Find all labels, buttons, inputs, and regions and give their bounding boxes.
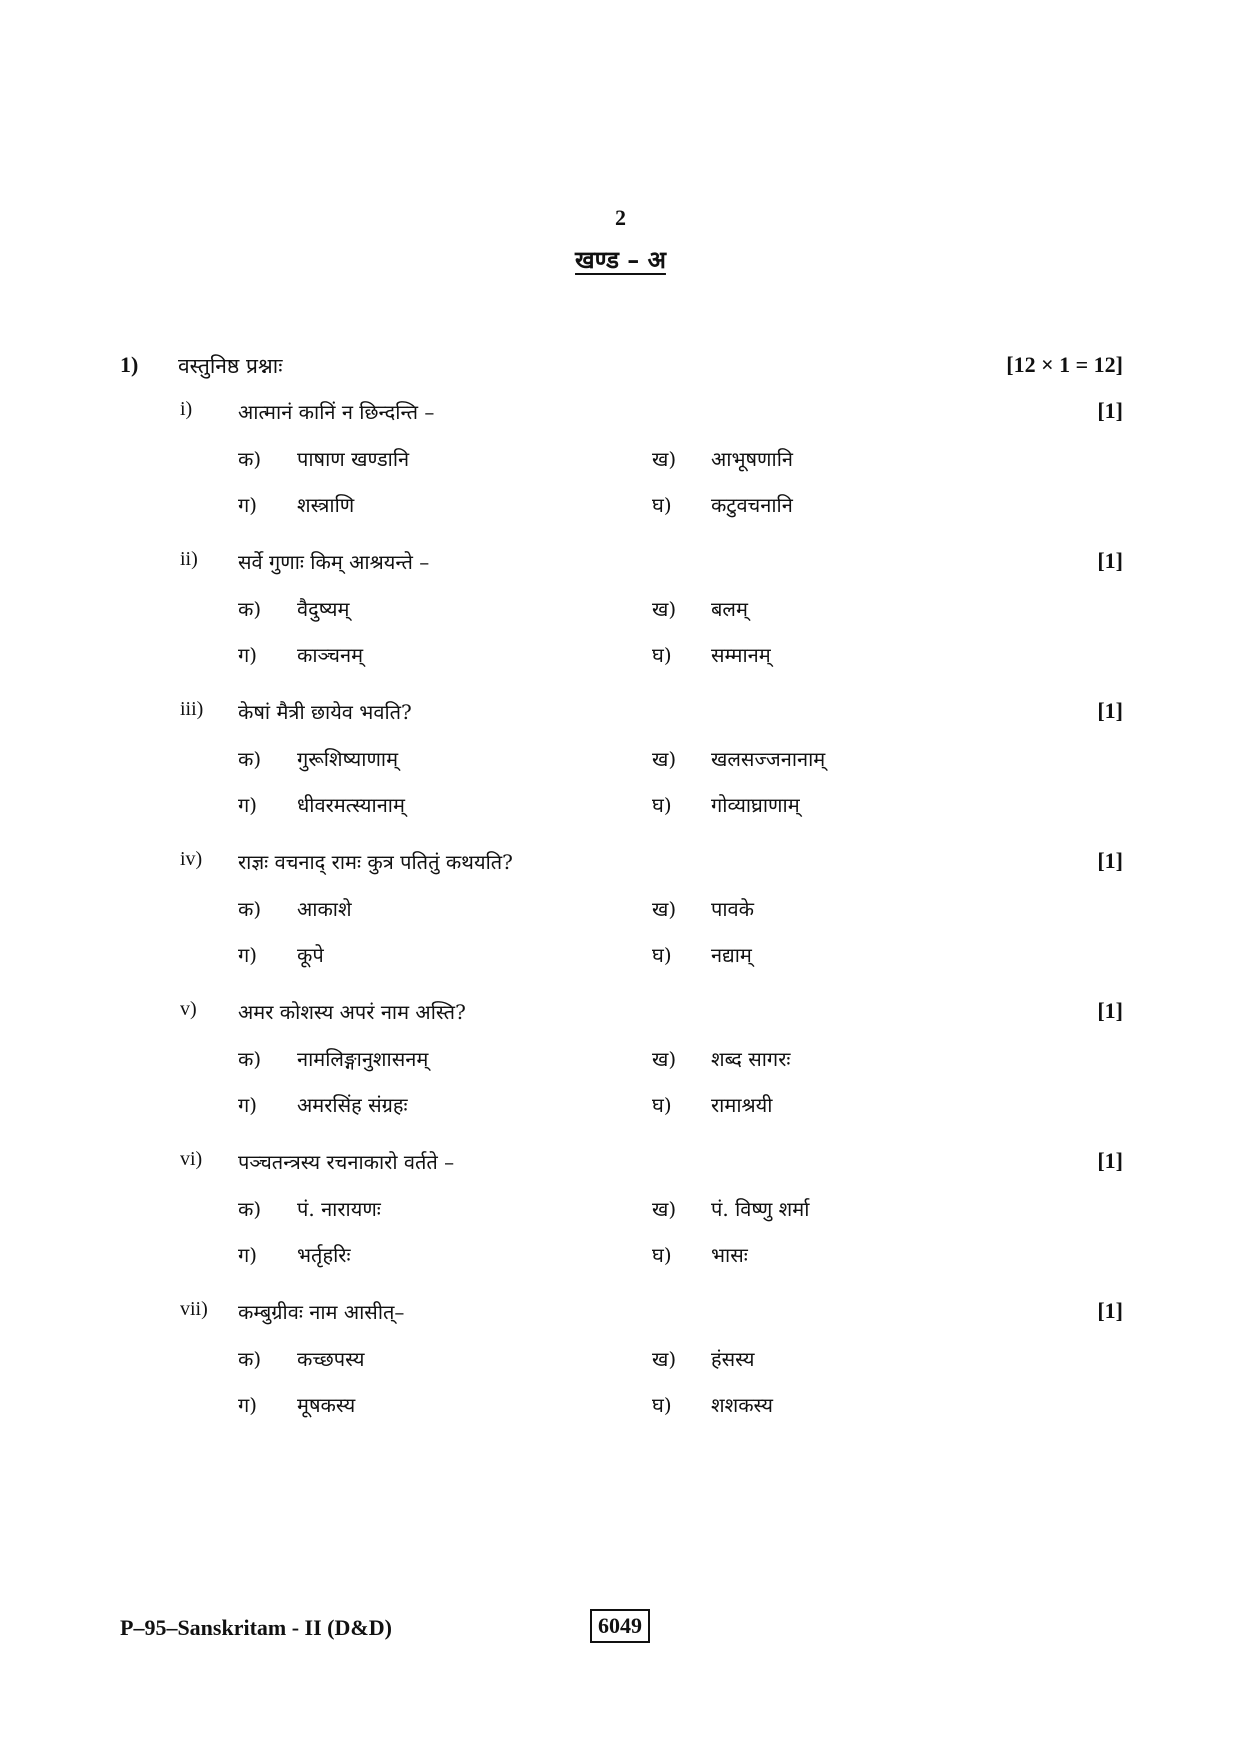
answer-option	[652, 595, 1072, 627]
answer-option	[652, 641, 1072, 673]
option-text: भासः	[711, 1243, 748, 1267]
answer-option	[652, 895, 1072, 927]
answer-option	[652, 1091, 1072, 1123]
sub-question-marks: [1]	[1097, 1298, 1123, 1323]
section-title	[0, 243, 1241, 276]
option-text: अमरसिंह संग्रहः	[297, 1093, 408, 1117]
option-label: क)	[238, 747, 262, 771]
option-label: ख)	[652, 447, 677, 471]
answer-option	[238, 1391, 618, 1423]
answer-option	[652, 941, 1072, 973]
option-text: धीवरमत्स्यानाम्	[297, 793, 405, 817]
sub-question-text: अमर कोशस्य अपरं नाम अस्ति?	[238, 1000, 466, 1024]
option-text: शब्द सागरः	[711, 1047, 791, 1071]
sub-question-text: कम्बुग्रीवः नाम आसीत्–	[238, 1300, 405, 1324]
answer-option	[652, 745, 1072, 777]
option-label: ख)	[652, 1347, 677, 1371]
question-marks: [12 × 1 = 12]	[1006, 352, 1123, 377]
option-label: क)	[238, 1347, 262, 1371]
option-text: शस्त्राणि	[297, 493, 355, 517]
sub-question	[180, 548, 1123, 582]
sub-question-number: vi)	[180, 1148, 203, 1170]
sub-question-number: i)	[180, 398, 193, 420]
option-text: कटुवचनानि	[711, 493, 793, 517]
option-label: घ)	[652, 1243, 672, 1267]
answer-option	[238, 1195, 618, 1227]
sub-question-text: आत्मानं कानिं न छिन्दन्ति –	[238, 400, 435, 424]
sub-question-marks: [1]	[1097, 548, 1123, 573]
option-text: शशकस्य	[711, 1393, 773, 1417]
option-label: घ)	[652, 793, 672, 817]
answer-option	[652, 445, 1072, 477]
answer-option	[238, 641, 618, 673]
answer-option	[238, 1045, 618, 1077]
answer-option	[652, 1345, 1072, 1377]
sub-question-number: ii)	[180, 548, 198, 570]
option-text: वैदुष्यम्	[297, 597, 350, 621]
answer-option	[652, 1195, 1072, 1227]
option-text: गोव्याघ्राणाम्	[711, 793, 800, 817]
option-label: घ)	[652, 1093, 672, 1117]
sub-question-text: केषां मैत्री छायेव भवति?	[238, 700, 412, 724]
option-text: पं. नारायणः	[297, 1197, 381, 1221]
answer-option	[652, 1045, 1072, 1077]
sub-question-marks: [1]	[1097, 848, 1123, 873]
option-label: घ)	[652, 943, 672, 967]
option-text: नामलिङ्गानुशासनम्	[297, 1047, 429, 1071]
sub-question-text: सर्वे गुणाः किम् आश्रयन्ते –	[238, 550, 430, 574]
answer-option	[238, 1345, 618, 1377]
option-label: ग)	[238, 1093, 258, 1117]
answer-option	[238, 1241, 618, 1273]
option-text: बलम्	[711, 597, 748, 621]
option-text: काञ्चनम्	[297, 643, 364, 667]
option-label: ग)	[238, 793, 258, 817]
option-text: भर्तृहरिः	[297, 1243, 351, 1267]
option-label: ग)	[238, 943, 258, 967]
option-label: घ)	[652, 643, 672, 667]
answer-option	[652, 1391, 1072, 1423]
option-label: ख)	[652, 597, 677, 621]
answer-option	[238, 1091, 618, 1123]
option-text: हंसस्य	[711, 1347, 755, 1371]
paper-code: P–95–Sanskritam - II (D&D)	[120, 1615, 392, 1640]
answer-option	[238, 595, 618, 627]
section-title-text: खण्ड – अ	[575, 245, 666, 274]
answer-option	[238, 941, 618, 973]
answer-option	[238, 491, 618, 523]
option-text: पाषाण खण्डानि	[297, 447, 410, 471]
option-label: ख)	[652, 1197, 677, 1221]
sub-question-number: vii)	[180, 1298, 208, 1320]
page-number: 2	[615, 205, 626, 230]
option-text: आकाशे	[297, 897, 352, 921]
option-text: गुरूशिष्याणाम्	[297, 747, 399, 771]
sub-question-marks: [1]	[1097, 698, 1123, 723]
sub-question-number: iv)	[180, 848, 203, 870]
option-label: क)	[238, 597, 262, 621]
sub-question-marks: [1]	[1097, 1148, 1123, 1173]
option-text: पावके	[711, 897, 755, 921]
option-text: रामाश्रयी	[711, 1093, 773, 1117]
option-label: ग)	[238, 1243, 258, 1267]
sub-question	[180, 1148, 1123, 1182]
question-1	[120, 352, 1123, 386]
sub-question	[180, 698, 1123, 732]
option-label: ख)	[652, 897, 677, 921]
option-text: आभूषणानि	[711, 447, 793, 471]
sub-question-marks: [1]	[1097, 398, 1123, 423]
sub-question	[180, 398, 1123, 432]
sub-question-number: v)	[180, 998, 197, 1020]
sub-question-text: पञ्चतन्त्रस्य रचनाकारो वर्तते –	[238, 1150, 455, 1174]
option-label: ख)	[652, 1047, 677, 1071]
answer-option	[238, 895, 618, 927]
option-text: खलसज्जनानाम्	[711, 747, 826, 771]
sub-question-text: राज्ञः वचनाद् रामः कुत्र पतितुं कथयति?	[238, 850, 513, 874]
option-label: ग)	[238, 493, 258, 517]
sub-question	[180, 998, 1123, 1032]
option-text: नद्याम्	[711, 943, 752, 967]
question-number: 1)	[120, 352, 139, 377]
option-label: ग)	[238, 1393, 258, 1417]
option-label: क)	[238, 1047, 262, 1071]
option-label: ख)	[652, 747, 677, 771]
sub-question	[180, 848, 1123, 882]
option-text: मूषकस्य	[297, 1393, 356, 1417]
question-text: वस्तुनिष्ठ प्रश्नाः	[178, 354, 283, 378]
answer-option	[652, 491, 1072, 523]
option-label: क)	[238, 897, 262, 921]
option-text: पं. विष्णु शर्मा	[711, 1197, 810, 1221]
answer-option	[238, 745, 618, 777]
option-label: क)	[238, 1197, 262, 1221]
sub-question	[180, 1298, 1123, 1332]
sub-question-marks: [1]	[1097, 998, 1123, 1023]
option-text: कूपे	[297, 943, 324, 967]
answer-option	[238, 445, 618, 477]
option-label: घ)	[652, 493, 672, 517]
option-label: क)	[238, 447, 262, 471]
sub-question-number: iii)	[180, 698, 204, 720]
answer-option	[238, 791, 618, 823]
option-text: सम्मानम्	[711, 643, 771, 667]
option-label: ग)	[238, 643, 258, 667]
answer-option	[652, 791, 1072, 823]
option-label: घ)	[652, 1393, 672, 1417]
serial-number-box: 6049	[590, 1609, 650, 1643]
answer-option	[652, 1241, 1072, 1273]
option-text: कच्छपस्य	[297, 1347, 365, 1371]
